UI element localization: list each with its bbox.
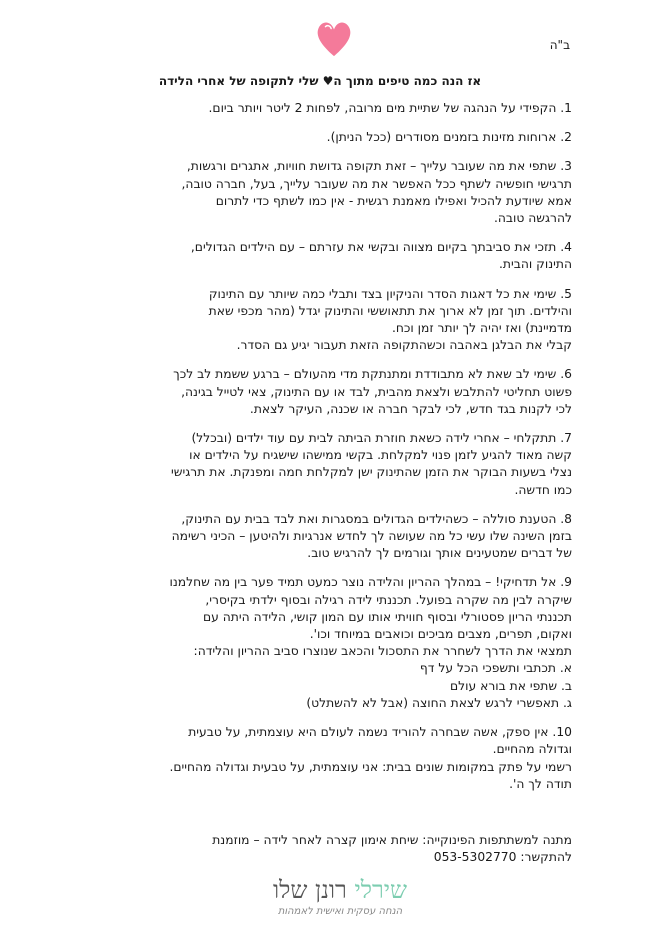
tip-line: פשוט תחליטי להתלבש ולצאת מהבית, לבד או עם התינוק, צאי לטייל בגינה,	[181, 384, 572, 399]
bh-header: ב"ה	[549, 38, 570, 52]
tip-item	[90, 129, 572, 146]
title-heart-icon: ♥	[322, 74, 334, 88]
tip-line: תמצאי את הדרך לשחרר את התסכול והכאב שנוצרו סביב ההריון והלידה:	[193, 644, 572, 659]
footer-note	[120, 832, 572, 866]
tip-line: 7. תתקלחי – אחרי לידה כשאת חוזרת הביתה לבית עם עוד ילדים (ובכלל)	[191, 431, 572, 446]
tip-line: קבלי את הבלגן באהבה וכשהתקופה הזאת תעבור יגיע גם הסדר.	[236, 338, 572, 353]
tip-line: 2. ארוחות מזינות בזמנים מסודרים (ככל הניתן).	[326, 130, 572, 145]
tip-line: אמא שיודעת להכיל ואפילו מאמנת רגשית - אין כמו לשתף כדי לתרום	[215, 193, 572, 208]
tip-line: א. תכתבי ותשפכי הכל על דף	[419, 661, 572, 676]
tip-line: כמו חדשה.	[514, 482, 572, 497]
tip-line: נצלי בשעות הבוקר את הזמן שהתינוק ישן למקלחת חמה ומפנקת. את תרגישי	[171, 465, 572, 480]
tip-line: 4. תזכי את סביבתך בקיום מצווה ובקשי את עזרתם – עם הילדים הגדולים,	[190, 240, 572, 255]
tip-line: קשה מאוד להגיע לזמן פנוי למקלחת. בקשי ממישהו שישגיח על הילדים או	[189, 448, 572, 463]
logo-tagline: הנחה עסקית ואישית לאמהות	[277, 906, 403, 917]
tip-item	[90, 430, 572, 499]
footer-phone: להתקשר: 053-5302770	[433, 850, 572, 865]
tip-line: התינוק והבית.	[498, 257, 572, 272]
tip-line: 6. שימי לב שאת לא מתבודדת ומתנתקת מדי מהעולם – ברגע ששמת לב לכך	[173, 367, 572, 382]
page-title	[70, 74, 570, 88]
tip-line: בזמן השינה שלו עשי כל מה שעושה לך לחדש אנרגיות ולהיטען – הכיני רשימה	[171, 529, 572, 544]
tip-line: וגדולה מהחיים.	[492, 742, 572, 757]
tip-line: 10. אין ספק, אשה שבחרה להוריד נשמה לעולם היא עוצמתית, על טבעית	[188, 725, 572, 740]
title-before: אז הנה כמה טיפים מתוך ה	[333, 74, 482, 88]
tip-line: תודה לך ה'.	[509, 776, 572, 791]
tip-item	[90, 100, 572, 117]
logo-name	[250, 875, 430, 905]
tip-line: ג. תאפשרי לרגש לצאת החוצה (אבל לא להשתלט)	[306, 695, 572, 710]
tip-item	[90, 366, 572, 418]
tip-item	[90, 286, 572, 355]
title-after: שלי לתקופה של אחרי הלידה	[158, 74, 323, 88]
tip-line: לכי לקנות בגד חדש, לכי לבקר חברה או שכנה, העיקר לצאת.	[249, 401, 572, 416]
tip-line: רשמי על פתק במקומות שונים בבית: אני עוצמתית, על טבעית וגדולה מהחיים.	[169, 759, 572, 774]
tip-line: של דברים שמטעינים אותך וגורמים לך להרגיש טוב.	[307, 546, 572, 561]
tips-list	[90, 100, 572, 805]
tip-line: 1. הקפידי על הנהגה של שתיית מים מרובה, לפחות 2 ליטר ויותר ביום.	[208, 101, 572, 115]
tip-line: והילדים. תוך זמן לא ארוך את תתאוששי והתינוק יגדל (מהר מכפי שאת	[208, 303, 572, 318]
tip-line: ב. שתפי את בורא עולם	[450, 678, 572, 693]
tip-line: 3. שתפי את מה שעובר עלייך – זאת תקופה גדושת חוויות, אתגרים ורגשות,	[186, 159, 572, 174]
heart-icon	[315, 18, 353, 60]
tip-line: תכננתי הריון פסטורלי ובסוף חוויתי אותו עם המון קושי, הלידה היתה עם	[203, 609, 572, 624]
logo-name-rest: רונן שלו	[272, 876, 355, 904]
tip-item	[90, 239, 572, 273]
tip-line: ואקום, תפרים, מצבים מביכים וכואבים במיוחד וכו'.	[309, 627, 572, 642]
tip-item	[90, 158, 572, 227]
brand-logo	[250, 875, 430, 935]
logo-name-accent: שירלי	[354, 876, 408, 904]
tip-line: 9. אל תדחיקי! – במהלך ההריון והלידה נוצר כמעט תמיד פער בין מה שחלמנו	[169, 575, 572, 590]
tip-line: 5. שימי את כל דאגות הסדר והניקיון בצד ותבלי כמה שיותר עם התינוק	[208, 286, 572, 301]
tip-line: שיקרה לבין מה שקרה בפועל. תכננתי לידה רגילה ובסוף ילדתי בקיסרי,	[205, 592, 572, 607]
tip-line: להרגשה טובה.	[493, 211, 572, 226]
tip-line: מדמיינת) ואז יהיה לך יותר זמן וכח.	[391, 321, 572, 336]
tip-item	[90, 511, 572, 563]
tip-line: 8. הטענת סוללה – כשהילדים הגדולים במסגרות ואת לבד בבית עם התינוק,	[181, 511, 572, 526]
tip-line: תרגישי חופשיה לשתף ככל האפשר את מה שעובר עלייך, בעל, חברה טובה,	[181, 176, 572, 191]
tip-item	[90, 724, 572, 793]
footer-line-1: מתנה למשתתפות הפינוקייה: שיחת אימון קצרה לאחר לידה – מוזמנת	[212, 833, 572, 847]
tip-item	[90, 574, 572, 712]
